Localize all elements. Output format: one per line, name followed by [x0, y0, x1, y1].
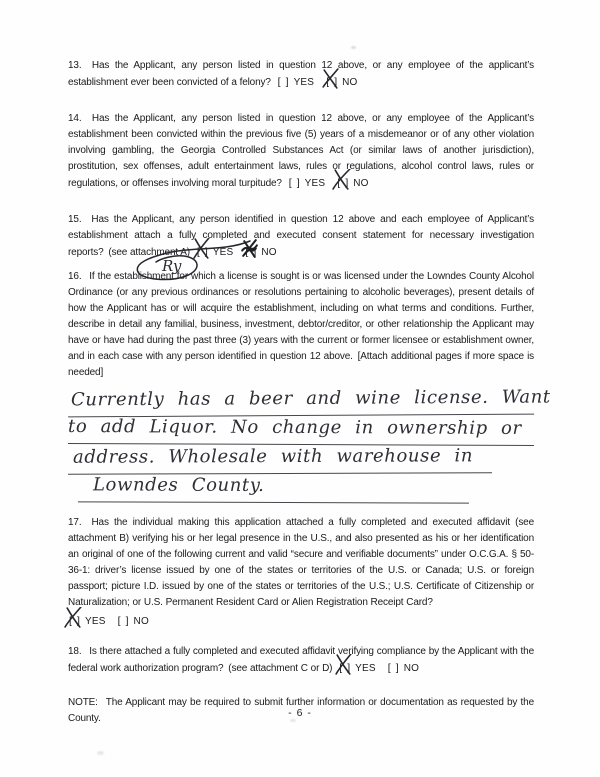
question-17 — [68, 515, 534, 630]
question-18-no-checkbox[interactable]: [ ] — [387, 662, 400, 674]
question-14 — [68, 111, 534, 192]
no-label: NO — [261, 247, 277, 258]
question-13-yes-checkbox[interactable]: [ ] — [277, 76, 290, 88]
question-18-yes-checkbox[interactable]: [ ] — [338, 660, 352, 676]
question-13-text: 13. Has the Applicant, any person listed in question 12 above, or any employee of the applicant’s establishment ever been convicted of a felony? — [68, 60, 534, 88]
question-15-no-checkbox[interactable]: [ ] — [244, 244, 258, 260]
no-label: NO — [403, 663, 420, 674]
question-16-text: 16. If the establishment for which a license is sought is or was licensed under the Lowndes County Alcohol Ordinance (or any previous ordinances or resolutions pertaining to alcoholic beverages), present details of how the Applicant has or will acquire the establishment, including on what terms and conditions. Further, describe in detail any familial, business, investment, debtor/creditor, or other relationship the Applicant may have or have had during the past three (3) years with the current or former licensee or establishment owner, and in each case with any person identified in question 12 above. [Attach additional pages if more space is needed] — [68, 271, 534, 378]
scan-speck — [290, 719, 296, 722]
question-14-yes-checkbox[interactable]: [ ] — [288, 177, 301, 189]
question-18-text: 18. Is there attached a fully completed and executed affidavit verifying compliance by the Applicant with the federal work authorization program? (see attachment C or D) — [68, 646, 534, 674]
handwritten-line: Currently has a beer and wine license. Want — [68, 386, 534, 418]
question-17-no-checkbox[interactable]: [ ] — [117, 615, 130, 627]
question-15 — [68, 212, 534, 275]
question-13-no-checkbox[interactable]: [ ] — [325, 74, 339, 90]
initials-text: Ry — [162, 257, 182, 275]
question-17-yes-checkbox[interactable]: [ ] — [68, 613, 82, 629]
scan-speck — [351, 46, 356, 49]
question-13 — [68, 58, 534, 91]
yes-label: YES — [304, 178, 326, 189]
question-15-text: 15. Has the Applicant, any person identified in question 12 above and each employee of Applicant’s establishment attach a fully completed and executed consent statement for necessary investigation reports? (see attachment A) — [68, 214, 534, 258]
question-14-answers — [288, 178, 369, 189]
x-mark-icon — [321, 68, 340, 89]
question-17-answers — [68, 613, 534, 630]
handwritten-answer-section — [67, 386, 551, 503]
handwritten-line: Lowndes County. — [78, 473, 470, 503]
note-text: NOTE: The Applicant may be required to submit further information or documentation as requested by the County. — [68, 697, 534, 724]
question-14-text: 14. Has the Applicant, any person listed in question 12 above, or any employee of the Applicant’s establishment been convicted within the previous five (5) years of a misdemeanor or of any other violation involving gambling, the Georgia Controlled Substances Act (or similar laws of another jurisdiction), prostitution, sex offenses, adult entertainment laws, rules or regulations, alcohol control laws, rules or regulations, or offenses involving moral turpitude? — [68, 113, 534, 189]
question-17-text: 17. Has the individual making this application attached a fully completed and executed affidavit (see attachment B) verifying his or her legal presence in the U.S., and also presented as his or her identification an original of one of the following current and valid “secure and verifiable documents” under O.C.G.A. § 50-36-1: driver’s license issued by one of the states or territories of the U.S. or Canada; U.S. or foreign passport; picture I.D. issued by one of the states or territories of the U.S.; U.S. Certificate of Citizenship or Naturalization; or U.S. Permanent Resident Card or Alien Registration Receipt Card? — [68, 517, 534, 608]
question-18 — [68, 644, 534, 677]
x-mark-icon — [332, 169, 351, 190]
no-label: NO — [342, 77, 358, 88]
no-label: NO — [353, 178, 369, 189]
yes-label: YES — [293, 77, 315, 88]
x-mark-icon — [334, 654, 353, 675]
no-label: NO — [133, 616, 149, 627]
x-mark-icon — [64, 607, 83, 628]
scan-speck — [97, 751, 104, 755]
handwritten-line: address. Wholesale with warehouse in — [68, 444, 492, 474]
question-15-yes-checkbox[interactable]: [ ] — [196, 244, 210, 260]
question-14-no-checkbox[interactable]: [ ] — [336, 175, 350, 191]
handwritten-circled-initials — [126, 238, 254, 284]
handwritten-line: to add Liquor. No change in ownership or — [68, 415, 534, 446]
question-13-answers — [277, 77, 358, 88]
question-18-answers — [338, 663, 419, 674]
question-16 — [68, 269, 534, 381]
page-number: - 6 - — [288, 707, 312, 719]
yes-label: YES — [84, 616, 106, 627]
yes-label: YES — [355, 663, 376, 674]
yes-label: YES — [212, 247, 234, 258]
